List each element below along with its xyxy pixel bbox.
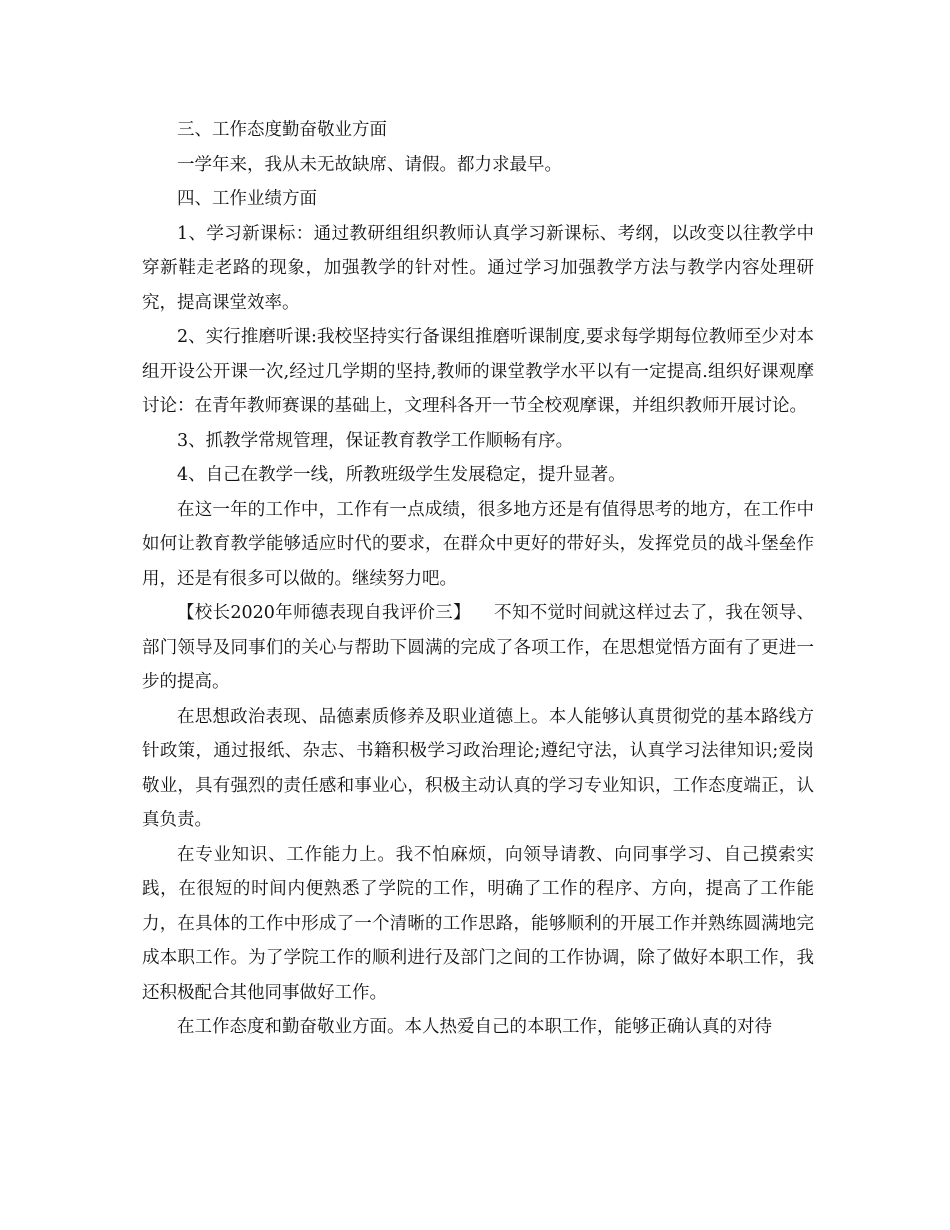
paragraph-lesson-observation: 2、实行推磨听课:我校坚持实行备课组推磨听课制度,要求每学期每位教师至少对本组开设公开课一次,经过几学期的坚持,教师的课堂教学水平以有一定提高.组织好课观摩讨论：在青年教师赛课的基础上，文理科各开一节全校观摩课，并组织教师开展讨论。: [142, 327, 814, 416]
paragraph-new-curriculum: 1、学习新课标：通过教研组组织教师认真学习新课标、考纲，以改变以往教学中穿新鞋走老路的现象，加强教学的针对性。通过学习加强教学方法与教学内容处理研究，提高课堂效率。: [142, 223, 814, 313]
paragraph-teaching-routine: 3、抓教学常规管理，保证教育教学工作顺畅有序。: [177, 430, 574, 451]
section-heading-work-performance: 四、工作业绩方面: [177, 189, 317, 209]
paragraph-attendance: 一学年来，我从未无故缺席、请假。都力求最早。: [177, 154, 562, 175]
paragraph-work-dedication: 在工作态度和勤奋敬业方面。本人热爱自己的本职工作，能够正确认真的对待: [177, 1017, 772, 1037]
document-body: [142, 113, 814, 1045]
paragraph-political-performance: 在思想政治表现、品德素质修养及职业道德上。本人能够认真贯彻党的基本路线方针政策，通过报纸、杂志、书籍积极学习政治理论;遵纪守法，认真学习法律知识;爱岗敬业，具有强烈的责任感和事业心，积极主动认真的学习专业知识，工作态度端正，认真负责。: [142, 706, 814, 830]
paragraph-evaluation-three-intro: 【校长2020年师德表现自我评价三】 不知不觉时间就这样过去了，我在领导、部门领导及同事们的关心与帮助下圆满的完成了各项工作，在思想觉悟方面有了更进一步的提高。: [142, 603, 814, 692]
section-heading-work-attitude: 三、工作态度勤奋敬业方面: [177, 120, 387, 140]
paragraph-frontline-teaching: 4、自己在教学一线，所教班级学生发展稳定，提升显著。: [177, 465, 626, 485]
paragraph-year-summary: 在这一年的工作中，工作有一点成绩，很多地方还是有值得思考的地方，在工作中如何让教育教学能够适应时代的要求，在群众中更好的带好头，发挥党员的战斗堡垒作用，还是有很多可以做的。继续努力吧。: [142, 499, 814, 589]
paragraph-professional-knowledge: 在专业知识、工作能力上。我不怕麻烦，向领导请教、向同事学习、自己摸索实践，在很短的时间内便熟悉了学院的工作，明确了工作的程序、方向，提高了工作能力，在具体的工作中形成了一个清晰的工作思路，能够顺利的开展工作并熟练圆满地完成本职工作。为了学院工作的顺利进行及部门之间的工作协调，除了做好本职工作，我还积极配合其他同事做好工作。: [142, 844, 814, 1003]
